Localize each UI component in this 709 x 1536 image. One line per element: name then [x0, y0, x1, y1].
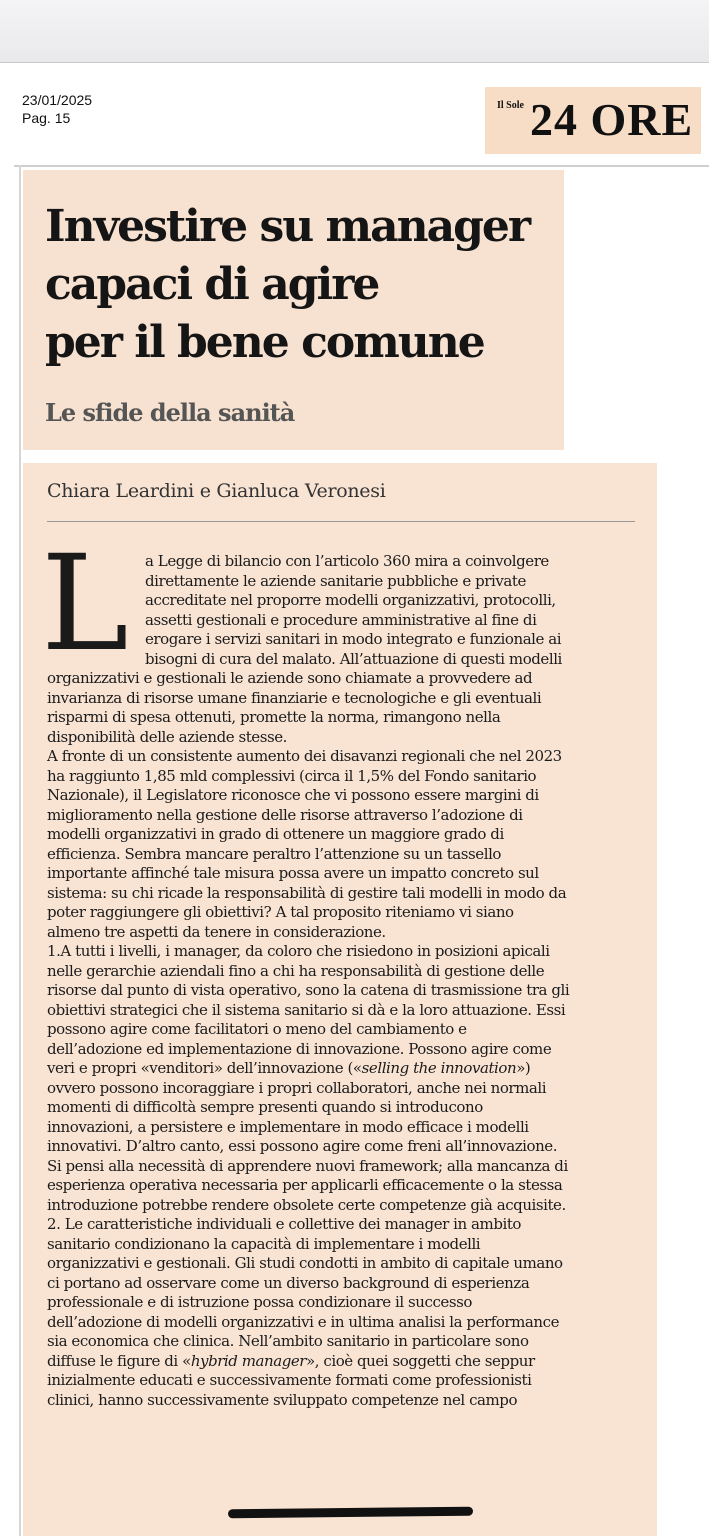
lead-line: a Legge di bilancio con l’articolo 360 mira a coinvolgere	[145, 552, 549, 570]
body-line: modelli organizzativi in grado di ottenere un maggiore grado di	[47, 825, 504, 843]
body-line: diffuse le figure di «hybrid manager», cioè quei soggetti che seppur	[47, 1351, 535, 1370]
drop-cap: L	[41, 527, 129, 681]
page-number: Pag. 15	[22, 110, 71, 126]
body-line: poter raggiungere gli obiettivi? A tal proposito riteniamo vi siano	[47, 903, 514, 921]
publication-meta	[22, 91, 92, 127]
body-line: sia economica che clinica. Nell’ambito sanitario in particolare sono	[47, 1332, 529, 1350]
article-body-text	[47, 669, 569, 1410]
authors-divider	[47, 521, 635, 522]
body-line: inizialmente educati e successivamente formati come professionisti	[47, 1371, 532, 1389]
body-line: 2. Le caratteristiche individuali e collettive dei manager in ambito	[47, 1215, 521, 1233]
lead-line: erogare i servizi sanitari in modo integrato e funzionale ai	[145, 630, 562, 648]
body-line: Si pensi alla necessità di apprendere nuovi framework; alla mancanza di	[47, 1156, 568, 1175]
body-line: organizzativi e gestionali. Gli studi condotti in ambito di capitale umano	[47, 1254, 563, 1272]
lead-paragraph	[145, 552, 562, 669]
body-line: veri e propri «venditori» dell’innovazione («selling the innovation»)	[47, 1059, 531, 1077]
browser-top-bar	[0, 0, 709, 63]
body-line: ovvero possono incoraggiare i propri collaboratori, anche nei normali	[47, 1078, 547, 1097]
pen-mark	[228, 1507, 473, 1519]
article-authors: Chiara Leardini e Gianluca Veronesi	[47, 480, 386, 502]
body-line: clinici, hanno successivamente sviluppato competenze nel campo	[47, 1390, 518, 1409]
article-subtitle: Le sfide della sanità	[45, 398, 295, 427]
body-line: invarianza di risorse umane finanziarie e tecnologiche e gli eventuali	[47, 688, 542, 707]
lead-line: bisogni di cura del malato. All’attuazione di questi modelli	[145, 649, 562, 668]
body-line: disponibilità delle aziende stesse.	[47, 727, 287, 746]
body-line: nelle gerarchie aziendali fino a chi ha responsabilità di gestione delle	[47, 961, 545, 980]
body-line: Nazionale), il Legislatore riconosce che vi possono essere margini di	[47, 786, 539, 804]
body-line: esperienza operativa necessaria per applicarli efficacemente o la stessa	[47, 1176, 563, 1194]
lead-line: accreditate nel proporre modelli organizzativi, protocolli,	[145, 591, 556, 609]
body-line: possono agire come facilitatori o meno del cambiamento e	[47, 1020, 467, 1038]
body-line: introduzione potrebbe rendere obsolete certe competenze già acquisite.	[47, 1195, 566, 1214]
body-line: A fronte di un consistente aumento dei disavanzi regionali che nel 2023	[47, 747, 562, 765]
body-line: sistema: su chi ricade la responsabilità di gestire tali modelli in modo da	[47, 883, 567, 902]
headline-panel	[23, 170, 564, 450]
body-line: importante affinché tale misura possa avere un impatto concreto sul	[47, 864, 539, 882]
left-divider	[19, 165, 21, 1536]
title-line-2: capaci di agire	[45, 259, 379, 310]
body-line: organizzativi e gestionali le aziende sono chiamate a provvedere ad	[47, 669, 533, 687]
logo-small-text: Il Sole	[497, 100, 524, 111]
title-line-1: Investire su manager	[45, 201, 530, 252]
body-line: ci portano ad osservare come un diverso background di esperienza	[47, 1273, 530, 1292]
body-line: obiettivi strategici che il sistema sanitario si dà e la loro attuazione. Essi	[47, 1000, 566, 1019]
body-line: dell’adozione ed implementazione di innovazione. Possono agire come	[47, 1039, 552, 1058]
body-line: efficienza. Sembra mancare peraltro l’attenzione su un tassello	[47, 844, 502, 863]
body-line: innovazioni, a persistere e implementare in modo efficace i modelli	[47, 1117, 529, 1136]
body-line: innovativi. D’altro canto, essi possono agire come freni all’innovazione.	[47, 1137, 558, 1155]
body-line: almeno tre aspetti da tenere in considerazione.	[47, 922, 386, 941]
body-line: sanitario condizionano la capacità di implementare i modelli	[47, 1234, 481, 1253]
body-line: momenti di difficoltà sempre presenti quando si introducono	[47, 1098, 483, 1116]
newspaper-logo	[485, 87, 701, 154]
body-line: ha raggiunto 1,85 mld complessivi (circa il 1,5% del Fondo sanitario	[47, 766, 537, 785]
body-line: risorse dal punto di vista operativo, sono la catena di trasmissione tra gli	[47, 981, 570, 999]
lead-line: direttamente le aziende sanitarie pubbliche e private	[145, 571, 526, 590]
body-line: miglioramento nella gestione delle risorse attraverso l’adozione di	[47, 805, 523, 824]
body-line: risparmi di spesa ottenuti, promette la norma, rimangono nella	[47, 708, 501, 726]
body-line: professionale e di istruzione possa condizionare il successo	[47, 1293, 472, 1311]
publication-date: 23/01/2025	[22, 92, 93, 108]
top-divider	[14, 165, 709, 167]
title-line-3: per il bene comune	[45, 317, 484, 368]
body-line: dell’adozione di modelli organizzativi e in ultima analisi la performance	[47, 1312, 559, 1331]
body-line: 1.A tutti i livelli, i manager, da coloro che risiedono in posizioni apicali	[47, 942, 550, 960]
article-title	[45, 198, 529, 372]
logo-big-text: 24 ORE	[530, 94, 694, 145]
article-body-panel	[23, 463, 657, 1536]
lead-line: assetti gestionali e procedure amministrative al fine di	[145, 610, 537, 629]
